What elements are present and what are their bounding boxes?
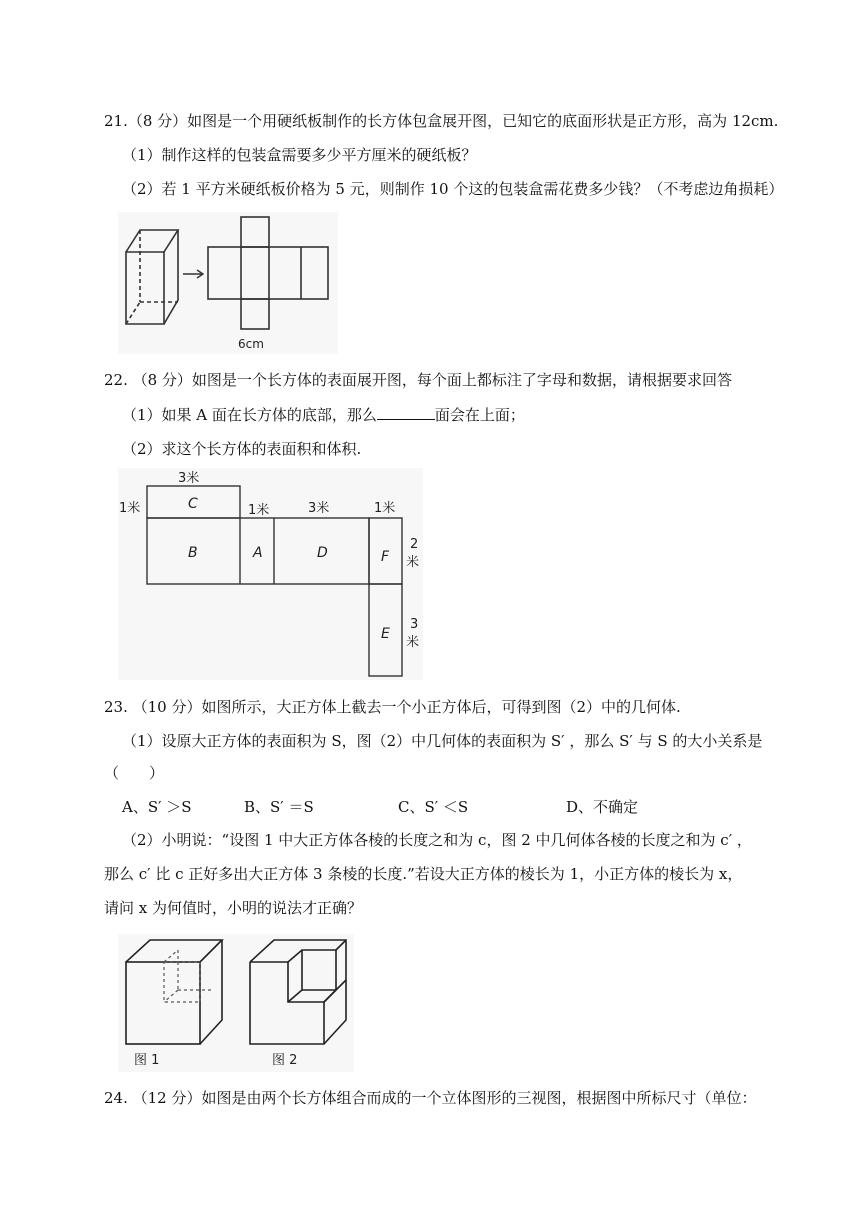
dim-2-unit: 米 <box>406 555 420 570</box>
option-c[interactable]: C、S′ ＜S <box>398 798 469 816</box>
q21-sub2: （2）若 1 平方米硬纸板价格为 5 元，则制作 10 个这的包装盒需花费多少钱？（不考虑边角损耗） <box>122 180 784 198</box>
q23-sub2-a: （2）小明说：“设图 1 中大正方体各棱的长度之和为 c，图 2 中几何体各棱的长度之和为 c′ ， <box>122 831 752 849</box>
face-c: C <box>188 496 198 512</box>
dim-3m-top: 3米 <box>178 471 200 486</box>
q22-sub2: （2）求这个长方体的表面积和体积. <box>122 440 362 458</box>
q22-sub1 <box>122 405 525 425</box>
face-a: A <box>253 545 263 561</box>
q23-sub2-b: 那么 c′ 比 c 正好多出大正方体 3 条棱的长度.”若设大正方体的棱长为 1，小正方体的棱长为 x， <box>104 865 743 883</box>
q23-sub1-a: （1）设原大正方体的表面积为 S，图（2）中几何体的表面积为 S′ ，那么 S′ 与 S 的大小关系是 <box>122 732 763 750</box>
q24-title: 24. （12 分）如图是由两个长方体组合而成的一个立体图形的三视图，根据图中所标尺寸（单位： <box>104 1089 757 1107</box>
dim-2: 2 <box>410 537 419 552</box>
fig1-label: 图 1 <box>134 1053 160 1068</box>
q22-title: 22. （8 分）如图是一个长方体的表面展开图，每个面上都标注了字母和数据，请根据要求回答 <box>104 371 732 389</box>
q22-figure <box>118 468 423 680</box>
face-e: E <box>381 626 390 642</box>
q23-title: 23. （10 分）如图所示，大正方体上截去一个小正方体后，可得到图（2）中的几何体. <box>104 698 681 716</box>
dim-1m-f: 1米 <box>374 501 396 516</box>
q21-title: 21.（8 分）如图是一个用硬纸板制作的长方体包盒展开图，已知它的底面形状是正方形，高为 12cm. <box>104 112 779 130</box>
face-d: D <box>317 545 328 561</box>
q21-figure <box>118 212 338 354</box>
dim-1m-a: 1米 <box>248 503 270 518</box>
dim-3-unit: 米 <box>406 635 420 650</box>
q22-sub1-pre: （1）如果 A 面在长方体的底部，那么 <box>122 406 377 424</box>
dim-1m-left: 1米 <box>119 501 141 516</box>
q21-sub1: （1）制作这样的包装盒需要多少平方厘米的硬纸板？ <box>122 146 477 164</box>
dim-3m-d: 3米 <box>308 501 330 516</box>
face-f: F <box>381 549 390 565</box>
q21-fig-label: 6cm <box>238 337 264 351</box>
q23-sub1-b: （ ） <box>104 764 165 782</box>
q23-figure <box>118 934 354 1072</box>
fig2-label: 图 2 <box>272 1053 298 1068</box>
q23-options <box>122 797 682 817</box>
option-b[interactable]: B、S′ ＝S <box>244 798 314 816</box>
option-a[interactable]: A、S′ ＞S <box>122 798 192 816</box>
dim-3: 3 <box>410 617 419 632</box>
face-b: B <box>188 545 198 561</box>
option-d[interactable]: D、不确定 <box>566 798 639 816</box>
answer-blank[interactable] <box>377 405 435 420</box>
q23-sub2-c: 请问 x 为何值时，小明的说法才正确？ <box>104 899 362 917</box>
q22-sub1-post: 面会在上面； <box>434 406 525 424</box>
